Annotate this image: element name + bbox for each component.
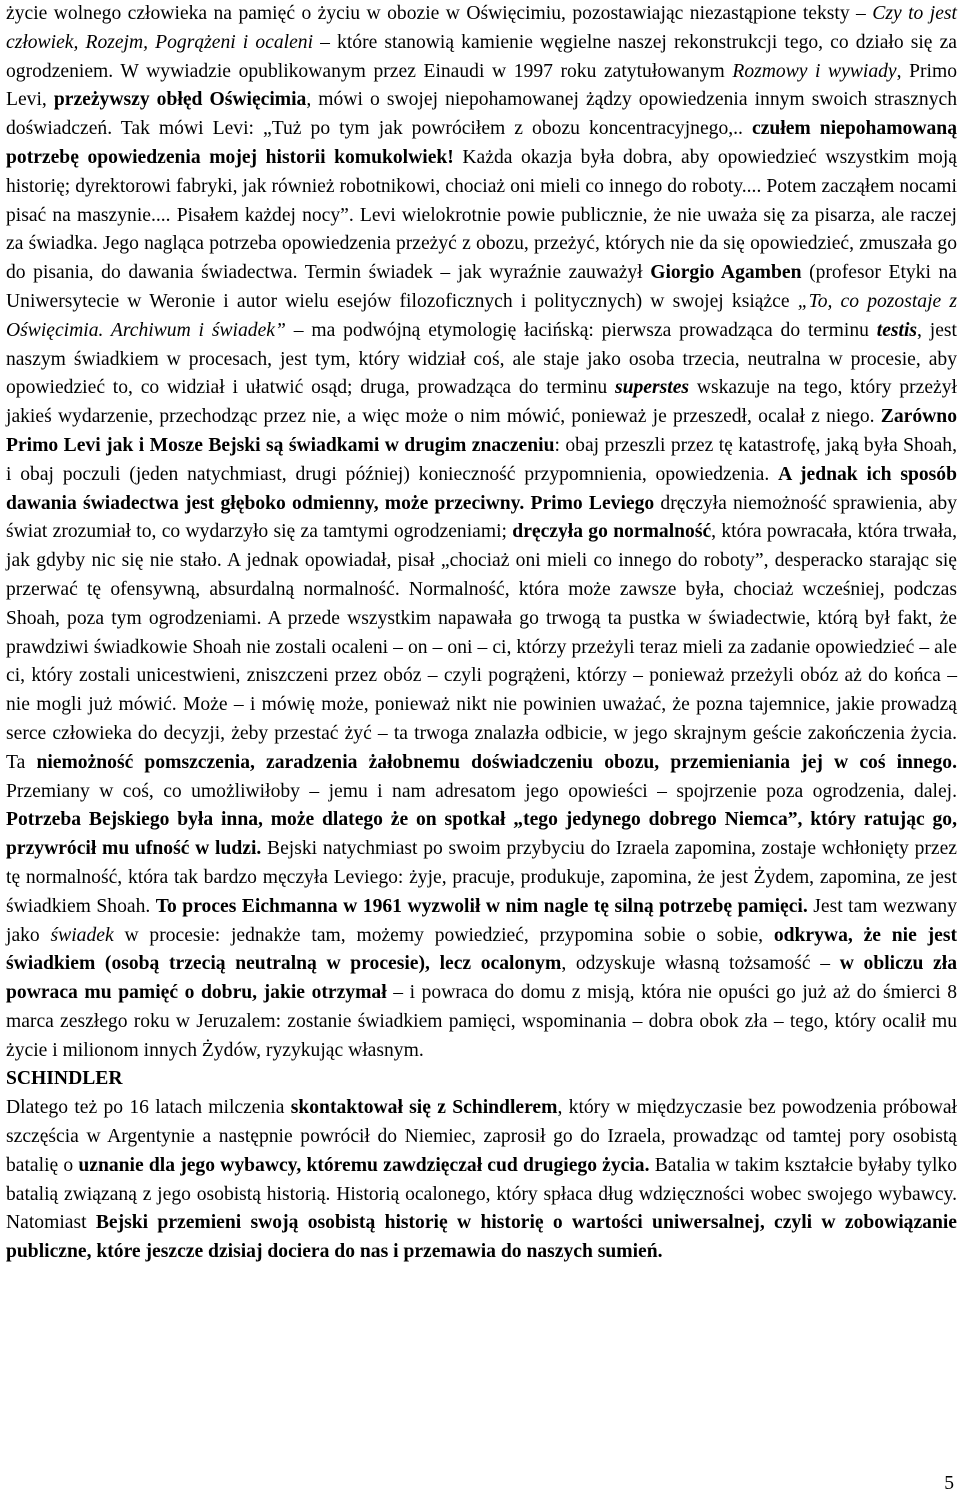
text-run: świadek (50, 924, 114, 946)
text-run: niemożność pomszczenia, zaradzenia żałobnemu doświadczeniu obozu, przemieniania jej w coś innego. (36, 751, 957, 773)
text-run: czułem niepohamowaną potrzebę opowiedzenia mojej historii komukolwiek! (6, 118, 957, 168)
text-run: Rozmowy i wywiady (732, 60, 897, 82)
text-run: Jest tam wezwany jako (6, 895, 957, 946)
text-run: odkrywa, że nie jest świadkiem (osobą trzecią neutralną w procesie), lecz ocalonym (6, 924, 957, 975)
text-run: , odzyskuje własną tożsamość – (561, 953, 840, 975)
text-run: , która powracała, która trwała, jak gdyby nic się nie stało. A jednak opowiadał, pisał „chociaż oni mieli co innego do roboty”, desperacko starając się przerwać tę ofensywną, absurdalną normalność. Normalność, która może zawsze była, chociaż wcześniej, podczas Shoah, poza tym ogrodzeniami. A przede wszystkim napawała go trwogą ta pustka w świadectwie, którą był fakt, że prawdziwi świadkowie Shoah nie zostali ocaleni – on – oni – ci, którzy przeżyli teraz mieli za zadanie opowiedzieć – ale ci, który zostali unicestwieni, zniszczeni przez obóz – czyli pogrążeni, którzy – ponieważ przeżyli obóz aż do końca – nie mogli już mówić. Może – i mówię może, ponieważ nikt nie powinien uważać, że pozna tajemnice, jakie prowadzą serce człowieka do decyzji, żeby przestać żyć – ta trwoga znalazła odbicie, w jego skrajnym geście zakończenia życia. Ta (6, 521, 958, 773)
text-run: uznanie dla jego wybawcy, któremu zawdzięczał cud drugiego życia. (78, 1154, 650, 1176)
text-run: skontaktował się z Schindlerem (290, 1097, 558, 1119)
text-run: przeżywszy obłęd Oświęcimia (53, 89, 307, 111)
text-run: Czy to jest człowiek, Rozejm, Pogrążeni i ocaleni (6, 3, 957, 53)
text-run: w obliczu zła powraca mu pamięć o dobru, jakie otrzymał (6, 953, 957, 1004)
text-run: , który w międzyczasie bez powodzenia próbował szczęścia w Argentynie a następnie powrócił do Niemiec, zaprosił go do Izraela, prowadząc od tamtej pory osobistą batalię o (6, 1097, 957, 1176)
text-run: (profesor Etyki na Uniwersytecie w Weronie i autor wielu esejów filozoficznych i politycznych) w swojej książce (6, 262, 957, 312)
text-run: Batalia w takim kształcie byłaby tylko batalią związaną z jego osobistą historią. Historią ocalonego, który spłaca dług wdzięczności wobec swojego wybawcy. Natomiast (6, 1154, 957, 1234)
text-run: , mówi o swojej niepohamowanej żądzy opowiedzenia innym swoich strasznych doświadczeń. Tak mówi Levi: „Tuż po tym jak powróciłem z obozu koncentracyjnego,.. (6, 89, 957, 140)
text-run: : obaj przeszli przez tę katastrofę, jaką była Shoah, i obaj poczuli (jeden natychmiast, drugi później) konieczność przypomnienia, opowiedzenia. (6, 434, 957, 485)
body-paragraph-1 (6, 0, 957, 1065)
text-run: Bejski natychmiast po swoim przybyciu do Izraela zapomina, zostaje wchłonięty przez tę normalność, która tak bardzo męczyła Leviego: żyje, pracuje, produkuje, zapomina, że jest Żydem, zapomina, ze jest świadkiem Shoah. (6, 838, 957, 917)
text-run: Zarówno Primo Levi jak i Mosze Bejski są świadkami w drugim znaczeniu (6, 406, 957, 456)
text-run: superstes (614, 377, 690, 399)
text-run: w procesie: jednakże tam, możemy powiedzieć, przypomina sobie o sobie, (113, 924, 774, 946)
text-run: dręczyła niemożność sprawienia, aby świat zrozumiał to, co wydarzyło się za tamtymi ogrodzeniami; (6, 492, 957, 543)
text-run: , jest naszym świadkiem w procesach, jest tym, który widział coś, ale staje jako osoba trzecia, neutralna w procesie, aby opowiedzieć to, co widział i ułatwić osąd; druga, prowadząca do terminu (6, 319, 957, 399)
section-heading-schindler: SCHINDLER (6, 1068, 123, 1090)
text-run: – ma podwójną etymologię łacińską: pierwsza prowadząca do terminu (285, 319, 877, 341)
text-run: Dlatego też po 16 latach milczenia (6, 1097, 291, 1119)
text-run: testis (876, 319, 918, 341)
body-paragraph-2 (6, 1094, 957, 1267)
text-run: Przemiany w coś, co umożliwiłoby – jemu i nam adresatom jego opowieści – spojrzenie poza ogrodzenia, dalej. (6, 780, 957, 802)
text-run: – które stanowią kamienie węgielne naszej rekonstrukcji tego, co działo się za ogrodzeniem. W wywiadzie opublikowanym przez Einaudi w 1997 roku zatytułowanym (6, 31, 957, 82)
page-number: 5 (944, 1473, 954, 1494)
text-run: życie wolnego człowieka na pamięć o życiu w obozie w Oświęcimiu, pozostawiając niezastąpione teksty – (6, 3, 873, 24)
text-run: Giorgio Agamben (650, 262, 802, 284)
text-run: , Primo Levi, (6, 60, 958, 111)
text-run: wskazuje na tego, który przeżył jakieś wydarzenie, przechodząc przez nie, a więc może o nim mówić, ponieważ je przeszedł, ocalał z niego. (6, 377, 957, 428)
text-run: Bejski przemieni swoją osobistą historię w historię o wartości uniwersalnej, czyli w zobowiązanie publiczne, które jeszcze dzisiaj dociera do nas i przemawia do naszych sumień. (6, 1212, 958, 1263)
text-run: Potrzeba Bejskiego była inna, może dlatego że on spotkał „tego jedynego dobrego Niemca”, który ratując go, przywrócił mu ufność w ludzi. (6, 809, 957, 860)
text-run: Każda okazja była dobra, aby opowiedzieć wszystkim moją historię; dyrektorowi fabryki, jak również robotnikowi, chociaż oni mieli co innego do roboty.... Potem zacząłem nocami pisać na maszynie.... Pisałem każdej nocy”. Levi wielokrotnie powie publicznie, że nie uważa się za pisarza, ale raczej za świadka. Jego nagląca potrzeba opowiedzenia przeżyć z obozu, przeżyć, których nie da się opowiedzieć, zmuszała go do pisania, do dawania świadectwa. Termin świadek – jak wyraźnie zauważył (6, 146, 957, 284)
document-page (6, 0, 957, 1267)
text-run: dręczyła go normalność (512, 521, 712, 543)
text-run: „To, co pozostaje z Oświęcimia. Archiwum i świadek” (6, 290, 957, 341)
text-run: A jednak ich sposób dawania świadectwa jest głęboko odmienny, może przeciwny. Primo Leviego (6, 463, 958, 514)
text-run: To proces Eichmanna w 1961 wyzwolił w nim nagle tę silną potrzebę pamięci. (155, 895, 808, 917)
text-run: – i powraca do domu z misją, która nie opuści go już aż do śmierci 8 marca zeszłego roku w Jeruzalem: zostanie świadkiem pamięci, wspominania – dobra obok zła – tego, który ocalił mu życie i milionom innych Żydów, ryzykując własnym. (6, 982, 958, 1061)
